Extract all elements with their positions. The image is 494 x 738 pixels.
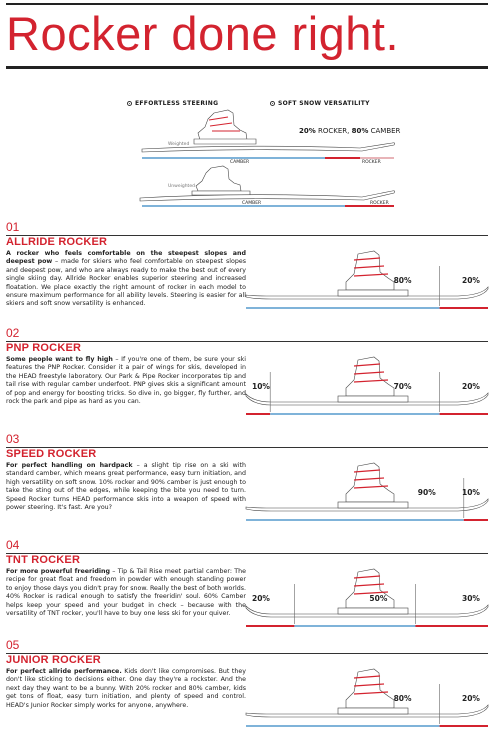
rocker-section-2 <box>6 326 488 426</box>
section-lead: For perfect allride performance. <box>6 668 122 675</box>
section-title: SPEED ROCKER <box>6 448 97 460</box>
ratio-camber-label: CAMBER <box>370 127 401 135</box>
tail-rocker-percent: 20% <box>252 594 270 603</box>
tail-rocker-percent: 10% <box>252 382 270 391</box>
ski-illustration <box>0 326 494 426</box>
section-number: 05 <box>6 638 20 652</box>
ratio-rocker-label: ROCKER, <box>318 127 350 135</box>
ski-illustration <box>0 538 494 638</box>
boot-shape <box>346 357 394 396</box>
boot-shape <box>346 251 394 290</box>
camber-percent: 70% <box>393 382 412 391</box>
section-number: 03 <box>6 432 20 446</box>
unweighted-camber-label: CAMBER <box>242 201 262 206</box>
weighted-rocker-label: ROCKER <box>362 160 381 165</box>
rocker-section-4 <box>6 538 488 638</box>
binding-shape <box>338 290 408 296</box>
section-title: JUNIOR ROCKER <box>6 654 101 666</box>
ski-illustration <box>0 220 494 320</box>
legend-steering-label: EFFORTLESS STEERING <box>135 100 219 107</box>
ratio-camber-value: 80% <box>351 127 369 135</box>
section-lead: For perfect handling on hardpack <box>6 462 133 469</box>
camber-percent: 90% <box>417 488 436 497</box>
section-lead: Some people want to fly high <box>6 356 113 363</box>
section-title: ALLRIDE ROCKER <box>6 236 108 248</box>
tip-rocker-percent: 10% <box>462 488 480 497</box>
binding-shape <box>338 502 408 508</box>
weighted-camber-label: CAMBER <box>230 160 250 165</box>
legend-versatility-label: SOFT SNOW VERSATILITY <box>278 100 370 107</box>
rocker-section-3 <box>6 432 488 532</box>
section-lead: For more powerful freeriding <box>6 568 110 575</box>
unweighted-label: Unweighted <box>168 184 195 189</box>
section-text: – made for skiers who feel comfortable on steepest slopes and deepest pow, and who are always ready to make the best out of every single skiing day. Allride Rocker enables superior steering and increased floatation. We place exactly the right amount of rocker in each model to ensure maximum performance for all ability levels. Steering is easier for all skiers and soft snow versatility is enhanced. <box>6 258 246 308</box>
page-title: Rocker done right. <box>6 7 400 60</box>
section-number: 04 <box>6 538 20 552</box>
boot-shape <box>346 463 394 502</box>
tip-rocker-percent: 20% <box>462 276 480 285</box>
boot-shape <box>346 669 394 708</box>
rocker-section-5 <box>6 638 488 738</box>
ski-illustration <box>0 638 494 738</box>
binding-shape <box>338 708 408 714</box>
binding-shape <box>338 608 408 614</box>
section-title: PNP ROCKER <box>6 342 82 354</box>
binding-shape <box>338 396 408 402</box>
unweighted-rocker-label: ROCKER <box>370 201 389 206</box>
tip-rocker-percent: 30% <box>462 594 480 603</box>
tip-rocker-percent: 20% <box>462 694 480 703</box>
camber-percent: 50% <box>369 594 388 603</box>
section-text: – Tip & Tail Rise meet partial camber: The recipe for great float and freedom in powder with enough standing power to enjoy those days you didn't pray for snow. Really the best of both worlds. 40% Rocker is radical enough to satisfy the freeridin' soul. 60% Camber helps keep your speed and your budget in check – because with the versatility of TNT rocker, you'll have to buy one less ski for your quiver. <box>6 568 246 618</box>
section-number: 01 <box>6 220 20 234</box>
camber-percent: 80% <box>393 276 412 285</box>
section-text: – If you're one of them, be sure your ski features the PNP Rocker. Consider it a pair of wings for skis, developed in the HEAD freestyle laboratory. Our Park & Pipe Rocker incorporates tip and tail rise with regular camber underfoot. PNP gives skis a significant amount of pop and energy for boosting tricks. So dive in, go bigger, fly further, and rock the park and pipe as hard as you can. <box>6 356 246 406</box>
weighted-label: Weighted <box>168 142 190 147</box>
section-number: 02 <box>6 326 20 340</box>
ratio-rocker-value: 20% <box>299 127 316 135</box>
section-text: – a slight tip rise on a ski with standard camber, which means great performance, easy turn initiation, and high versatility on soft snow. 10% rocker and 90% camber is just enough to take the sting out of the edges, while keeping the bite you need to turn. Speed Rocker turns HEAD performance skis into a weapon of speed with power steering. It's fast. Are you? <box>6 462 246 512</box>
section-text: Kids don't like compromises. But they don't like sticking to decisions either. One day they're a rockster. And the next day they want to be a bunny. With 20% rocker and 80% camber, kids get tons of float, easy turn initiation, and plenty of speed and control. HEAD's Junior Rocker simply works for anyone, anywhere. <box>6 668 246 709</box>
camber-percent: 80% <box>393 694 412 703</box>
rocker-diagram <box>0 0 494 230</box>
section-lead: A rocker who feels comfortable on the steepest slopes and deepest pow <box>6 250 246 266</box>
ski-illustration <box>0 432 494 532</box>
tip-rocker-percent: 20% <box>462 382 480 391</box>
section-title: TNT ROCKER <box>6 554 81 566</box>
rocker-section-1 <box>6 220 488 320</box>
